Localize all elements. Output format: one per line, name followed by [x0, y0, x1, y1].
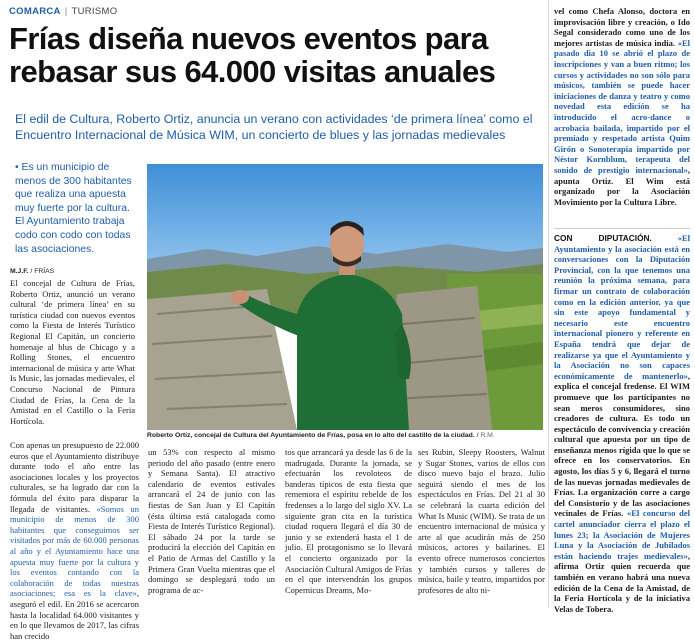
section-sub: TURISMO [71, 6, 118, 17]
byline: M.J.F. / FRÍAS [10, 268, 55, 275]
byline-place: FRÍAS [34, 268, 55, 275]
byline-author: M.J.F. [10, 268, 29, 275]
bullet-text: Es un municipio de menos de 300 habitantes que realiza una apuesta muy fuerte por la cultura. El Ayuntamiento trabaja codo con codo con todas las asociaciones. [15, 162, 132, 255]
body-c5b-end: , afirma Ortiz quien recuerda que también en verano habrá una nueva edición de la Cena de la Amistad, de la Feria Hortícola y de la iniciativa Velas de Tobera. [554, 550, 690, 614]
article-photo [147, 164, 543, 430]
subtitle: El edil de Cultura, Roberto Ortiz, anuncia un verano con actividades ‘de primera línea’ como el Encuentro Internacional de Música WIM, un concierto de blues y las jornadas medievales [15, 112, 533, 142]
headline-line-2: rebasar sus 64.000 visitas anuales [9, 54, 496, 89]
man-hand [231, 290, 249, 304]
photo-credit: R.M. [480, 432, 495, 439]
section-divider [554, 228, 690, 229]
body-column-1a: El concejal de Cultura de Frías, Roberto Ortiz, anunció un verano cultural ‘de primera línea’ en su turística ciudad con nuevos eventos como la Fiesta de Interés Turístico Regional El Capitán, un concierto homenaje al blus de Chicago y a Rolling Stones, el encuentro internacional de música y arte What Is Music, las jornadas medievales, el Concurso Nacional de Pintura Ciudad de Frías, la Cena de la Amistad en el Castillo o la Feria Hortícola. [10, 278, 135, 426]
quote-c5a: «El pasado día 10 se abrió el plazo de inscripciones y van a buen ritmo; los cursos y actividades no son sólo para músicos, también se puede hacer iniciaciones de danza y teatro y como novedad esta edición se ha introducido el acro-dance o acrobacia bailada, impartido por el premiado y respetado artista Quim Girón o Sonoterapia impartido por Néstor Kornblum, terapeuta del sonido de prestigio internacional» [554, 37, 690, 175]
highlight-bullet [15, 161, 133, 256]
body-column-5-bottom [554, 233, 690, 614]
headline-line-1: Frías diseña nuevos eventos para [9, 21, 488, 56]
section-bar [9, 6, 117, 17]
headline [9, 22, 545, 88]
section-separator: | [64, 6, 68, 17]
body-c1b-end: , aseguró el edil. En 2016 se acercaron hasta la localidad 64.000 visitantes y en lo que llevamos de 2017, las cifras han crecido [10, 588, 139, 641]
body-c5b-mid: , explica el concejal fredense. El WIM promueve que los participantes no sean meros consumidores, sino creadores de cultura. Es todo un espectáculo de convivencia y creación cultural que apuesta por un tipo de enseñanza menos rígida que lo que se ofrece en los conservatorios. En agosto, los días 5 y 6, llegará el turno de las nuevas jornadas medievales de Frías. La organización corre a cargo del Consistorio y de las asociaciones vecinales de Frías. [554, 370, 690, 519]
subsection-kicker: CON DIPUTACIÓN. [554, 233, 652, 243]
photo-caption: Roberto Ortiz, concejal de Cultura del Ayuntamiento de Frías, posa en lo alto del castillo de la ciudad. / R.M. [147, 432, 495, 439]
bullet-icon: • [15, 162, 19, 173]
body-c1b-start: Con apenas un presupuesto de 22.000 euros que el Ayuntamiento distribuye durante todo el año entre las asociaciones locales y los proyectos culturales, se ha logrado dar con la fórmula del éxito para disparar la llegada de visitantes. [10, 440, 139, 514]
body-column-1b [10, 440, 139, 641]
quote-c5b: «El Ayuntamiento y la asociación está en conversaciones con la Diputación Provincial, con la que tenemos una reunión la próxima semana, para firmar un contrato de colaboración como en la edición anterior, ya que sin este apoyo fundamental y necesario este encuentro internacional pionero y referente en España tendrá que dejar de realizarse ya que el Ayuntamiento y la Asociación no son capaces económicamente de mantenerlo» [554, 233, 690, 381]
body-column-2: un 53% con respecto al mismo periodo del año pasado (entre enero y Semana Santa). El atractivo calendario de eventos estivales arrancará el 24 de junio con las fiestas de San Juan y El Capitán (ésta última está catalogada como Fiesta de Interés Turístico Regional). El sábado 24 por la tarde se producirá la elección del Capitán en el Patio de Armas del Castillo y la Primera Gran Vuelta mientras que el domingo se desplegará todo un programa de ac- [148, 447, 275, 595]
column-rule [548, 0, 549, 608]
quote-c1b: «Somos un municipio de menos de 300 habitantes que conseguimos ser visitados por más de 60.000 personas al año y el Ayuntamiento hace una apuesta muy fuerte por la cultura y los eventos contando con la colaboración de todas nuestras asociaciones; esa es la clave» [10, 503, 140, 599]
photo-illustration [147, 164, 543, 430]
section-name: COMARCA [9, 6, 61, 17]
body-c5-end: , apunta Ortiz. El Wim está organizado por la Asociación Movimiento por la Cultura Libre. [554, 164, 690, 207]
caption-text: Roberto Ortiz, concejal de Cultura del Ayuntamiento de Frías, posa en lo alto del castillo de la ciudad. [147, 432, 475, 439]
body-column-4: ses Rubin, Sleepy Roosters, Walnut y Sugar Stones, varios de ellos con disco nuevo bajo el brazo. Julio seguirá siendo el mes de los espectáculos en Frías. Del 21 al 30 se celebrará la cuarta edición del What Is Music (WIM). Se trata de un encuentro internacional de música y arte al que acudirán más de 250 músicos, actores y bailarines. El evento ofrece numerosos conciertos y también cursos y talleres de música, baile y teatro, impartidos por profesores de alto ni- [418, 447, 545, 595]
quote-c5b-2: «El concurso del cartel anunciador cierra el plazo el lunes 23; la Asociación de Mujeres Luna y la Asociación de Jubilados están haciendo trajes medievales» [554, 508, 690, 561]
body-c5-start: vel como Chefa Alonso, doctora en improvisación libre y creación, o Ido Segal considerado como uno de los mejores artistas de música india. [554, 6, 690, 48]
body-column-3: tos que arrancará ya desde las 6 de la madrugada. Durante la jornada, se efectuarán los revoloteos de banderas típicos de esta fiesta que rememora el espíritu rebelde de los fredenses a lo largo del siglo XV. La siguiente gran cita en la turística ciudad roquera llegará el día 30 de junio y se extenderá hasta el 1 de julio. El protagonismo se lo llevará el concierto organizado por la Asociación Cultural Amigos de Frías en el que intervendrán los grupos Copernicus Dreams, Mo- [285, 447, 412, 595]
body-column-5-top [554, 6, 690, 207]
